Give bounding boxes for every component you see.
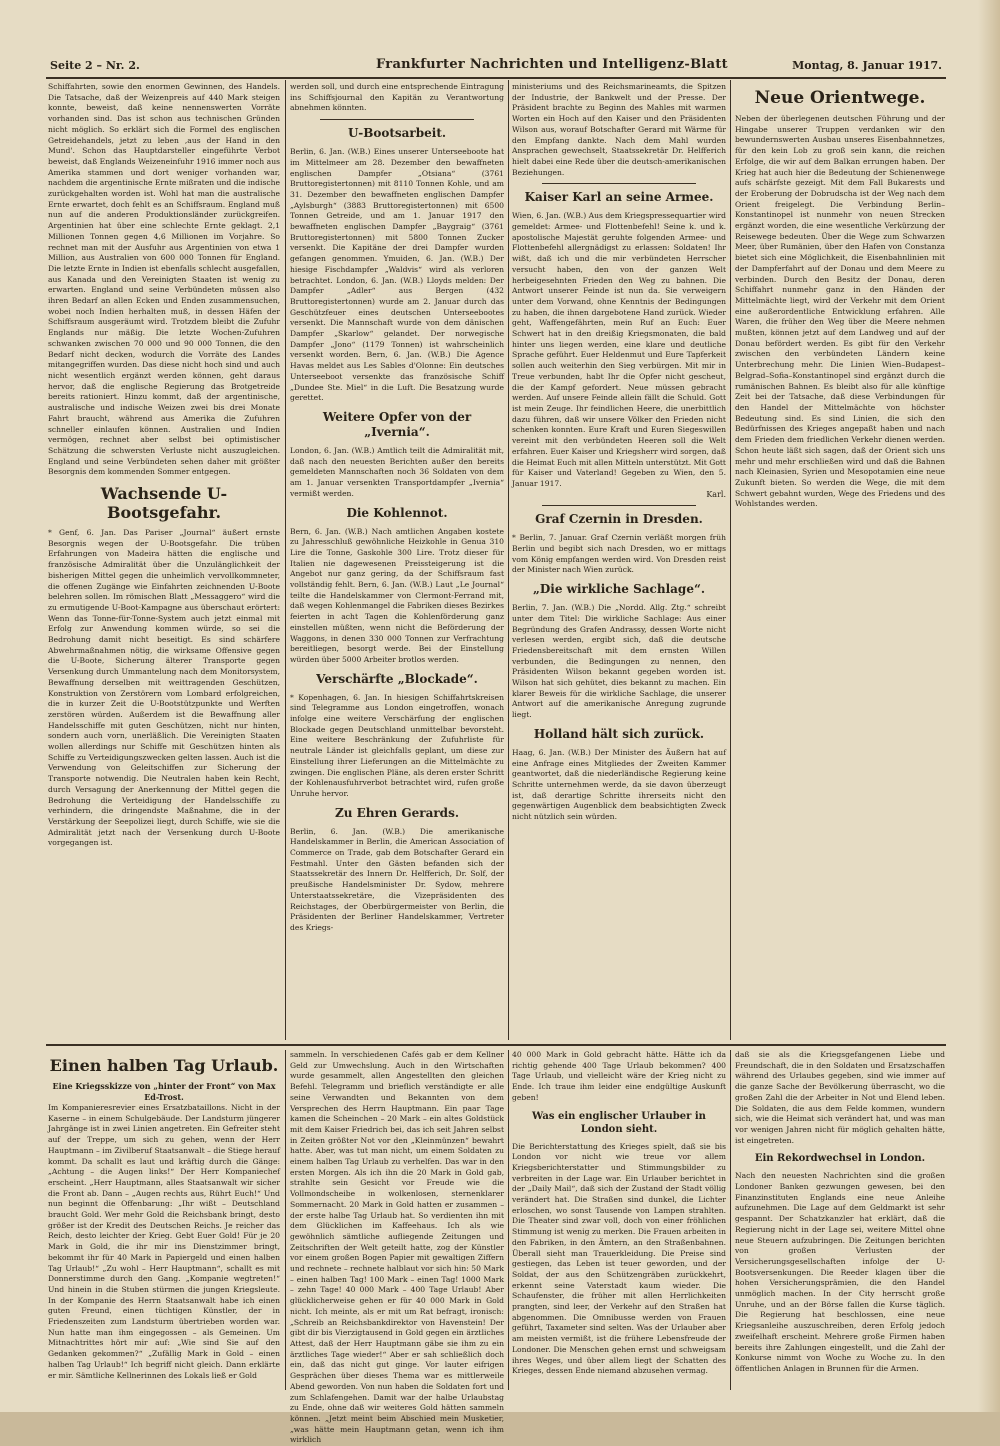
article-text: Im Kompanieresrevier eines Ersatzbataillons. Nicht in der Kaserne – in einem Schulgebäude. Der Landsturm jüngerer Jahrgänge ist in zwei Linien angetreten. Ein Gefreiter steht auf der Treppe, um sich zu gehen, wenn der Herr Hauptmann – im Zivilberuf Staatsanwalt – die Stiege herauf kommt. Da schallt es laut und kräftig durch die Gänge: „Achtung – die Augen links!“ Der Herr Kompaniechef erscheint. „Herr Hauptmann, alles Staatsanwalt wir sicher die Front ab. Dann – „Augen rechts aus, Rührt Euch!“ Und nun beginnt die Offenbarung: „Ihr wißt – Deutschland braucht Gold. Wer mehr Gold die Reichsbank bringt, desto größer ist der Kredit des Deutschen Reichs. Je reicher das Reich, desto leichter der Krieg. Gebt Euer Gold! Für je 20 Mark in Gold, die ihr mir ins Dienstzimmer bringt, bekommt ihr für 40 Mark in Papiergeld und einen halben Tag Urlaub!“ „Zu wohl – Herr Hauptmann“, schallt es mit Donnerstimme durch den Gang. „Kompanie wegtreten!“ Und hinein in die Stuben stürmen die jungen Kriegsleute. In der Kompanie des Herrn Staatsanwalt habe ich einen guten Freund, einen tüchtigen Künstler, der in Friedenszeiten zum Landsturm übertrieben worden war. Nun hatte man ihm eingegossen – als Gemeinen. Um Mitnachtrittes hört mir auf: „Wie sind Sie auf den Gedanken gekommen?“ „Zufällig Mark in Gold – einen halben Tag Urlaub!“ Ich begriff nicht gleich. Dann erklärte er mir. Sämtliche Kellnerinnen des Lokals ließ er Gold xyxy=(48,1103,280,1380)
column-rule xyxy=(730,80,731,1040)
headline-sachlage: „Die wirkliche Sachlage“. xyxy=(532,582,706,597)
headline-gerard: Zu Ehren Gerards. xyxy=(334,805,460,820)
article-text: Wien, 6. Jan. (W.B.) Aus dem Kriegspressequartier wird gemeldet: Armee- und Flottenbefehl! Seine k. und k. apostolische Majestät geruhte folgenden Armee- und Flottenbefehl allergnädigst zu erlassen: Soldaten! Ihr wißt, daß ich und die mir verbündeten Herrscher versucht haben, den von der ganzen Welt herbeigesehnten Frieden den Weg zu bahnen. Die Antwort unserer Feinde ist nun da. Sie verweigern unter dem Vorwand, ohne Kenntnis der Bedingungen zu haben, die ihnen dargebotene Hand zurück. Wieder geht, Waffengefährten, mein Ruf an Euch: Euer Schwert hat in den dreißig Kriegsmonaten, die bald hinter uns liegen werden, eine klare und deutliche Sprache geführt. Euer Heldenmut und Eure Tapferkeit sollen auch weiterhin den Sieg verbürgen. Mit mir in Treue verbunden, habt Ihr die Opfer nicht gescheut, die der Kampf gefordert. Neue müssen gebracht werden. Auf unsere Feinde allein fällt die Schuld. Gott ist mein Zeuge. Ihr feindlichen Heere, die unerbittlich dazu führen, daß wir unsere Völker den Frieden nicht schenken konnten. Eure Kraft und Euren Siegeswillen vereint mit den verbündeten Heeren soll die Welt erfahren. Euer Kaiser und Kriegsherr wird sorgen, daß die Heimat Euch mit allen Mitteln unterstützt. Mit Gott für Kaiser und Vaterland! Gegeben zu Wien, den 5. Januar 1917. xyxy=(512,211,726,488)
article-divider xyxy=(542,505,696,506)
headline-ivernia: Weitere Opfer von der „Ivernia“. xyxy=(322,409,472,439)
headline-halben-tag-urlaub: Einen halben Tag Urlaub. xyxy=(49,1056,279,1075)
headline-orientwege: Neue Orientwege. xyxy=(754,88,926,108)
headline-kaiser-karl: Kaiser Karl an seine Armee. xyxy=(524,190,714,205)
article-column-4 xyxy=(735,82,945,1040)
article-text: Berlin, 6. Jan. (W.B.) Eines unserer Unterseeboote hat im Mittelmeer am 28. Dezember den bewaffneten englischen Dampfer „Otsiana“ (3761 Bruttoregistertonnen) mit 8110 Tonnen Kohle, und am 31. Dezember den bewaffneten englischen Dampfer „Aylsburgh“ (3883 Bruttoregistertonnen) mit 6500 Tonnen Getreide, und am 1. Januar 1917 den bewaffneten englischen Dampfer „Baygraig“ (3761 Bruttoregistertonnen) mit 5800 Tonnen Zucker versenkt. Die Kapitäne der drei Dampfer wurden gefangen genommen. Ymuiden, 6. Jan. (W.B.) Der hiesige Fischdampfer „Waldvis“ wird als verloren betrachtet. London, 6. Jan. (W.B.) Lloyds melden: Der Dampfer „Adler“ aus Bergen (432 Bruttoregistertonnen) wurde am 2. Januar durch das Geschützfeuer eines deutschen Unterseebootes versenkt. Die Mannschaft wurde von dem dänischen Dampfer „Skarlow“ gelandet. Der norwegische Dampfer „Jono“ (1179 Tonnen) ist wahrscheinlich versenkt worden. Bern, 6. Jan. (W.B.) Die Agence Havas meldet aus Les Sables d'Olonne: Ein deutsches Unterseeboot versenkte das französische Schiff „Dundee Ste. Miel“ in die Luft. Die Besatzung wurde gerettet. xyxy=(290,147,504,403)
article-text: Bern, 6. Jan. (W.B.) Nach amtlichen Angaben kostete zu Jahresschluß gewöhnliche Heizkohle in Genua 310 Lire die Tonne, Gaskohle 300 Lire. Trotz dieser für Italien nie dagewesenen Preissteigerung ist die Angebot nur ganz gering, da der Schiffsraum fast vollständig fehlt. Bern, 6. Jan. (W.B.) Laut „Le Journal“ teilte die Handelskammer von Clermont-Ferrand mit, daß wegen Kohlenmangel die Fabriken dieses Bezirkes feierten in acht Tagen die Kohlenförderung ganz einstellen müßten, wenn nicht die Beförderung der Waggons, in denen 330 000 Tonnen zur Verfrachtung bereitliegen, besorgt werde. Bei der Einstellung würden über 5000 Arbeiter brotlos werden. xyxy=(290,526,504,664)
article-text: * Genf, 6. Jan. Das Pariser „Journal“ äußert ernste Besorgnis wegen der U-Bootsgefahr. Die trüben Erfahrungen von Madeira hätten die englische und französische Admiralität über die Unzulänglichkeit der bisherigen Mittel gegen die unheimlich vervollkommneter, die offenen Zugänge wie Einfahrten zeichnenden U-Boote belehren sollen. Im römischen Blatt „Messaggero“ wird die zu ermutigende U-Boot-Kampagne aus überschaut erörtert: Wenn das Tonne-für-Tonne-System auch jetzt einmal mit Erfolg zur Anwendung kommen würde, so sei die Bedrohung damit nicht beseitigt. Es sind schärfere Abwehrmaßnahmen nötig, die wirksame Offensive gegen die U-Boote, Sicherung älterer Transporte gegen Versenkung durch Ummantelung nach dem Monitorsystem, Bewaffnung derselben mit weittragenden Geschützen, Konstruktion von Zerstörern vom Lombard erfolgreichen, die in kurzer Zeit die U-Bootstützpunkte und Werften zerstören würden. Außerdem ist die Bewaffnung aller Handelsschiffe mit guten Geschützen, nicht nur hinten, sondern auch vorn, unerläßlich. Die Vereinigten Staaten wollen allerdings nur Schiffe mit Geschützen hinten als Schiffe zu Verteidigungszwecken gelten lassen. Auch ist die Verwendung von Geleitschiffen zur Sicherung der Transporte notwendig. Die Neutralen haben kein Recht, durch Versagung der Anerkennung der Mittel gegen die Bedrohung die Verteidigung der Handelsschiffe zu verhindern, die dringendste Maßnahme, die in der Verstärkung der Seepolizei liegt, durch Schiffe, wie sie die Admiralität jetzt nach der Versenkung durch U-Boote vorgegangen ist. xyxy=(48,528,280,848)
article-column-1 xyxy=(48,82,280,1040)
column-rule xyxy=(285,80,286,1040)
feuilleton-column-1 xyxy=(48,1050,280,1390)
headline-london-urlauber: Was ein englischer Urlauber in London sieht. xyxy=(532,1110,706,1135)
article-text: daß sie als die Kriegsgefangenen Liebe und Freundschaft, die in den Soldaten und Ersatzschaffen während des Urlaubes gegeben, sind wie immer auf die ganze Sache der Bevölkerung überrascht, wo die großen Zahl die der Arbeiter in Not und Elend leben. Die Soldaten, die aus dem Felde kommen, wundern sich, wie die Heimat sich verändert hat, und was man vor wenigen Jahren nicht für möglich gehalten hätte, ist eingetreten. xyxy=(735,1050,945,1145)
article-text: Nach den neuesten Nachrichten sind die großen Londoner Banken gezwungen gewesen, bei den Finanzinstituten Englands eine neue Anleihe aufzunehmen. Die Lage auf dem Geldmarkt ist sehr gespannt. Der Schatzkanzler hat erklärt, daß die Regierung nicht in der Lage sei, weitere Mittel ohne neue Steuern aufzubringen. Die Zeitungen berichten von großen Verlusten der Versicherungsgesellschaften infolge der U-Bootsversenkungen. Die Reeder klagen über die hohen Versicherungsprämien, die den Handel unmöglich machen. In der City herrscht große Unruhe, und an der Börse fallen die Kurse täglich. Die Regierung hat beschlossen, eine neue Kriegsanleihe auszuschreiben, deren Erfolg jedoch zweifelhaft erscheint. Mehrere große Firmen haben bereits ihre Zahlungen eingestellt, und die Zahl der Konkurse nimmt von Woche zu Woche zu. In den öffentlichen Anlagen in Brunnen für die Armen. xyxy=(735,1171,945,1373)
article-text: ministeriums und des Reichsmarineamts, die Spitzen der Industrie, der Bankwelt und der Presse. Der Präsident brachte zu Beginn des Mahles mit warmen Worten ein Hoch auf den Kaiser und den Präsidenten Wilson aus, worauf Botschafter Gerard mit Wärme für den Empfang dankte. Nach dem Mahl wurden Ansprachen gewechselt, Staatssekretär Dr. Helfferich hielt dabei eine Rede über die deutsch-amerikanischen Beziehungen. xyxy=(512,82,726,177)
article-text: Neben der überlegenen deutschen Führung und der Hingabe unserer Truppen verdanken wir den bewundernswerten Ausbau unseres Eisenbahnnetzes, für den kein Lob zu groß sein kann, die reichen Erfolge, die wir auf dem Balkan errungen haben. Der Krieg hat auch hier die Bedeutung der Schienenwege aufs schärfste gezeigt. Mit dem Fall Bukarests und der Eroberung der Dobrudscha ist der Weg nach dem Orient freigelegt. Die Verbindung Berlin–Konstantinopel ist nunmehr von neuen Strecken ergänzt worden, die eine wesentliche Verkürzung der Reisewege bedeuten. Über die Wege zum Schwarzen Meer, über Rumänien, über den Hafen von Constanza bietet sich eine Möglichkeit, die Eisenbahnlinien mit der Dampferfahrt auf der Donau und dem Meere zu verbinden. Durch den Besitz der Donau, deren Schiffahrt nunmehr ganz in den Händen der Mittelmächte liegt, wird der Verkehr mit dem Orient eine außerordentliche Entwicklung erfahren. Alle Waren, die früher den Weg über die Meere nehmen mußten, können jetzt auf dem Landweg und auf der Donau befördert werden. Es gibt für den Verkehr zwischen den verbündeten Ländern keine Unterbrechung mehr. Die Linien Wien–Budapest–Belgrad–Sofia–Konstantinopel sind ergänzt durch die rumänischen Bahnen. Es bleibt also für alle künftige Zeit bei der Tatsache, daß diese Verbindungen für den Handel der Mittelmächte von höchster Bedeutung sind. Es sind Linien, die sich den Bedürfnissen des Krieges angepaßt haben und nach dem Frieden dem friedlichen Verkehr dienen werden. Schon heute läßt sich sagen, daß der Orient sich uns mehr und mehr erschließen wird und daß die Bahnen nach Kleinasien, Syrien und Mesopotamien eine neue Zukunft bieten. So werden die Wege, die mit dem Schwert gebahnt wurden, Wege des Friedens und des Wohlstandes werden. xyxy=(735,114,945,509)
article-text: Die Berichterstattung des Krieges spielt, daß sie bis London vor nicht wie treue vor allem Kriegsberichterstatter und Stimmungsbilder zu verbreiten in der Lage war. Ein Urlauber berichtet in der „Daily Mail“, daß sich der Zustand der Stadt völlig verändert hat. Die Straßen sind dunkel, die Lichter erloschen, wo sonst Tausende von Lampen strahlten. Die Theater sind zwar voll, doch von einer fröhlichen Stimmung ist wenig zu merken. Die Frauen arbeiten in den Fabriken, in den Ämtern, an den Straßenbahnen. Überall sieht man Trauerkleidung. Die Preise sind gestiegen, das Leben ist teuer geworden, und der Soldat, der aus den Schützengräben zurückkehrt, erkennt seine Vaterstadt kaum wieder. Die Schaufenster, die früher mit allen Herrlichkeiten prangten, sind leer, der Verkehr auf den Straßen hat abgenommen. Die Omnibusse werden von Frauen geführt, Taxameter sind selten. Was der Urlauber aber am meisten vermißt, ist die frühere Lebensfreude der Londoner. Die Menschen gehen ernst und schweigsam ihres Weges, und über allem liegt der Schatten des Krieges, dessen Ende niemand abzusehen vermag. xyxy=(512,1141,726,1376)
article-text: werden soll, und durch eine entsprechende Eintragung ins Schiffsjournal den Kapitän zu Verantwortung abnehmen könnten. xyxy=(290,82,504,113)
masthead xyxy=(46,55,946,79)
feuilleton-subtitle: Eine Kriegsskizze von „hinter der Front“ von Max Ed-Trost. xyxy=(52,1081,276,1102)
issue-date: Montag, 8. Januar 1917. xyxy=(792,59,942,72)
article-text: Schiffahrten, sowie den enormen Gewinnen, des Handels. Die Tatsache, daß der Weizenpreis auf 440 Mark steigen konnte, beweist, daß keine nennenswerten Vorräte vorhanden sind. Das ist schon aus technischen Gründen nicht möglich. So erklärt sich die Formel des englischen Getreidehandels, jetzt zu leben ,aus der Hand in den Mund'. Schon das Hauptdarsteller eingeführte Verbot beweist, daß Englands Weizeneinfuhr 1916 immer noch aus Amerika stammen und dort weniger vorhanden war, nachdem die argentinische Ernte mißraten und die indische zurückgehalten worden ist. Wohl hat man die australische Ernte erwartet, doch fehlt es an Schiffsraum. England muß nun auf die anderen Produktionsländer zurückgreifen. Argentinien hat über eine schlechte Ernte geklagt. 2,1 Millionen Tonnen gegen 4,6 Millionen im Vorjahre. So rechnet man mit der Ausfuhr aus Argentinien von etwa 1 Million, aus Australien von 600 000 Tonnen für England. Die letzte Ernte in Indien ist ebenfalls schlecht ausgefallen, aus Kanada und den Vereinigten Staaten ist wenig zu erwarten. England und seine Verbündeten müssen also ihren Bedarf an allen Ecken und Enden zusammensuchen, wobei noch Indien herhalten muß, in dessen Häfen der Schiffsraum ausgeräumt wird. Trotzdem bleibt die Zufuhr Englands nur mäßig. Die letzte Wochen-Zufuhren schwanken zwischen 70 000 und 90 000 Tonnen, die den Bedarf nicht decken, wodurch die Vorräte des Landes mitangegriffen wurden. Das diese nicht hoch sind und auch nicht wesentlich ergänzt werden können, geht daraus hervor, daß die englische Regierung das Brotgetreide bereits rationiert. Hinzu kommt, daß der argentinische, australische und indische Weizen zwei bis drei Monate Fahrt braucht, während aus Amerika die Zufuhren schneller einlaufen können. Australien und Indien vermögen, rechnet aber selbst bei optimistischer Schätzung die schwersten Verluste nicht auszugleichen. England und seine Verbündeten sehen daher mit größter Besorgnis dem kommenden Sommer entgegen. xyxy=(48,82,281,477)
headline-czernin: Graf Czernin in Dresden. xyxy=(535,512,703,527)
article-text: Berlin, 7. Jan. (W.B.) Die „Nordd. Allg. Ztg.“ schreibt unter dem Titel: Die wirkliche Sachlage: Aus einer Begründung des Grafen Andrassy, dessen Worte nicht verlesen werden, ergibt sich, daß die deutsche Friedensbereitschaft mit dem ernsten Willen verbunden, die Bedingungen zu nennen, den Präsidenten Wilson bekannt gegeben worden ist. Wilson hat sich gehütet, dies bekannt zu machen. Ein klarer Beweis für die wirkliche Sachlage, die unserer Antwort auf die amerikanische Anregung zugrunde liegt. xyxy=(512,603,726,720)
column-rule xyxy=(508,1050,509,1390)
headline-holland: Holland hält sich zurück. xyxy=(533,726,705,741)
headline-rekordwechsel: Ein Rekordwechsel in London. xyxy=(754,1153,926,1165)
column-rule xyxy=(730,1050,731,1390)
headline-blockade: Verschärfte „Blockade“. xyxy=(316,671,478,686)
article-text: London, 6. Jan. (W.B.) Amtlich teilt die Admiralität mit, daß nach den neuesten Berichten außer den bereits gemeldeten Mannschaften noch 36 Soldaten von dem am 1. Januar versenkten Transportdampfer „Ivernia“ vermißt werden. xyxy=(290,445,504,498)
article-column-2 xyxy=(290,82,504,1040)
signature: Karl. xyxy=(706,489,726,499)
article-divider xyxy=(320,119,474,120)
headline-u-bootsarbeit: U-Bootsarbeit. xyxy=(347,126,447,141)
column-rule xyxy=(285,1050,286,1390)
headline-kohlennot: Die Kohlennot. xyxy=(346,505,448,520)
feuilleton-column-3 xyxy=(512,1050,726,1390)
article-text: sammeln. In verschiedenen Cafés gab er dem Kellner Geld zur Umwechslung. Auch in den Wirtschaften wurde gesammelt, allen Angestellten den gleichen Befehl. Telegramm und brieflich verständigte er alle seine Verwandten und Bekannten von dem Versprechen des Herrn Hauptmann. Ein paar Tage kamen die Scheinchen – 20 Mark – ein altes Goldstück mit dem Kaiser Friedrich bei, das ich seit Jahren selbst in Zeiten größter Not vor den „Kleinmünzen“ bewahrt hatte. Aber, was tut man nicht, um einem Soldaten zu einem halben Tag Urlaub zu verhelfen. Das war in den ersten Morgen. Als ich ihn die 20 Mark in Gold gab, strahlte sein Gesicht vor Freude wie die Vollmondscheibe in wolkenlosen, sternenklarer Sommernacht. 20 Mark in Gold hatten er zusammen – der erste halbe Tag Urlaub hat. So verdienten ihn mit dem Glücklichen im Kaffeehaus. Ich als wie gewöhnlich sämtliche aufliegende Zeitungen und Zeitschriften der Welt geteilt hatte, zog der Künstler vor einem großen Bogen Papier mit gewaltigen Ziffern und rechnete – rechnete halblaut vor sich hin: 50 Mark – einen halben Tag! 100 Mark – einen Tag! 1000 Mark – zehn Tage! 40 000 Mark – 400 Tage Urlaub! Aber glücklicherweise gehen er für 40 000 Mark in Gold nicht. Ich meinte, als er mit um Rat befragt, ironisch: „Schreib an Reichsbankdirektor von Havenstein! Der gibt dir bis Vierzigtausend in Gold gegen ein ärztliches Attest, daß der Herr Hauptmann gäbe sie ihm zu ein ärztliches Tage wieder!“ Aber er sah schließlich doch ein, daß das nicht gut ginge. Vor lauter eifrigen Gesprächen über dieses Thema war es mittlerweile Abend geworden. Von nun haben die Soldaten fort und zum Schlafengehen. Damit war der halbe Urlaubstag zu Ende, ohne daß wir weiteres Gold hätten sammeln können. „Jetzt meint beim Abschied mein Musketier, „was hätte mein Hauptmann getan, wenn ich ihm wirklich xyxy=(290,1050,504,1445)
column-rule xyxy=(508,80,509,1040)
feuilleton-column-2 xyxy=(290,1050,504,1445)
newspaper-title: Frankfurter Nachrichten und Intelligenz-Blatt xyxy=(376,57,728,72)
article-text: 40 000 Mark in Gold gebracht hätte. Hätte ich da richtig gehende 400 Tage Urlaub bekommen? 400 Tage Urlaub, und vielleicht wäre der Krieg nicht zu Ende. Ich traue ihm leider eine endgültige Auskunft geben! xyxy=(512,1050,726,1102)
section-rule xyxy=(46,1044,946,1046)
article-text: Haag, 6. Jan. (W.B.) Der Minister des Äußern hat auf eine Anfrage eines Mitgliedes der Zweiten Kammer geantwortet, daß die niederländische Regierung keine Schritte unternehmen werde, da sie davon überzeugt ist, daß derartige Schritte ihrerseits nicht den gegenwärtigen Augenblick dem beabsichtigten Zweck nicht nützlich sein würden. xyxy=(512,747,726,822)
page-number: Seite 2 – Nr. 2. xyxy=(50,59,140,72)
article-column-3 xyxy=(512,82,726,1040)
article-text: Berlin, 6. Jan. (W.B.) Die amerikanische Handelskammer in Berlin, die American Association of Commerce on Trade, gab dem Botschafter Gerard ein Festmahl. Unter den Gästen befanden sich der Staatssekretär des Innern Dr. Helfferich, Dr. Solf, der preußische Handelsminister Dr. Sydow, mehrere Unterstaatssekretäre, die Vizepräsidenten des Reichstages, der Oberbürgermeister von Berlin, die Präsidenten der Berliner Handelskammer, Vertreter des Kriegs- xyxy=(290,826,504,932)
article-divider xyxy=(542,183,696,184)
feuilleton-column-4 xyxy=(735,1050,945,1390)
article-text: * Berlin, 7. Januar. Graf Czernin verläßt morgen früh Berlin und begibt sich nach Dresden, wo er mittags vom König empfangen werden wird. Von Dresden reist der Minister nach Wien zurück. xyxy=(512,533,726,575)
headline-u-boot-gefahr: Wachsende U-Bootsgefahr. xyxy=(100,484,228,523)
article-text: * Kopenhagen, 6. Jan. In hiesigen Schiffahrtskreisen sind Telegramme aus London eingetroffen, wonach infolge eine weitere Verschärfung der englischen Blockade gegen Deutschland unmittelbar bevorsteht. Eine weitere Beschränkung der Zufuhrliste für neutrale Länder ist gleichfalls geplant, um diese zur Einstellung ihrer Lieferungen an die Mittelmächte zu zwingen. Die englischen Pläne, als deren erster Schritt der Kohlenausfuhrverbot betrachtet wird, rufen große Unruhe hervor. xyxy=(290,692,504,798)
